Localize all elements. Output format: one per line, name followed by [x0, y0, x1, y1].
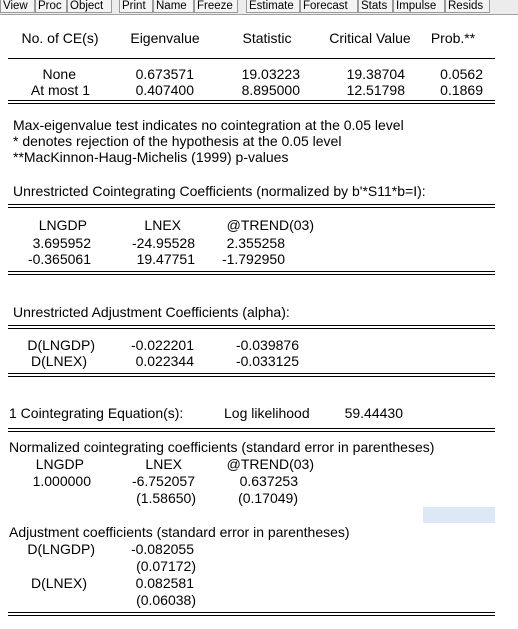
divider [8, 58, 495, 59]
resids-button[interactable]: Resids [445, 0, 490, 13]
std-error: (1.58650) [136, 490, 196, 506]
trace-critical-value: 19.38704 [346, 66, 405, 82]
divider [8, 325, 495, 326]
trace-prob: 0.0562 [440, 66, 483, 82]
header-no-of-ce: No. of CE(s) [21, 30, 99, 46]
coef-value: 1.000000 [32, 473, 91, 489]
impulse-button[interactable]: Impulse [393, 0, 445, 13]
header-critical-value: Critical Value [329, 30, 411, 46]
note-text: * denotes rejection of the hypothesis at the 0.05 level [13, 133, 342, 149]
forecast-button[interactable]: Forecast [300, 0, 358, 13]
section-title: Unrestricted Cointegrating Coefficients (normalized by b'*S11*b=I): [13, 183, 426, 199]
trace-hypothesis: At most 1 [30, 82, 90, 98]
note-text: Max-eigenvalue test indicates no cointegration at the 0.05 level [13, 117, 404, 133]
adj-value: -0.082055 [130, 541, 194, 557]
std-error: (0.07172) [136, 558, 196, 574]
trace-eigenvalue: 0.673571 [135, 66, 194, 82]
divider [8, 376, 495, 377]
column-header: LNGDP [35, 456, 84, 472]
std-error: (0.06038) [136, 592, 196, 608]
coef-value: -1.792950 [221, 251, 285, 267]
divider [8, 373, 495, 374]
adj-value: 0.022344 [135, 353, 194, 369]
coef-value: -0.365061 [27, 251, 91, 267]
divider [8, 428, 495, 429]
log-likelihood-label: Log likelihood [224, 405, 310, 421]
column-header: @TREND(03) [226, 456, 314, 472]
section-title: Normalized cointegrating coefficients (standard error in parentheses) [9, 439, 435, 455]
section-title: Unrestricted Adjustment Coefficients (alpha): [13, 304, 290, 320]
note-text: **MacKinnon-Haug-Michelis (1999) p-values [13, 149, 289, 165]
name-button[interactable]: Name [153, 0, 194, 13]
trace-statistic: 19.03223 [241, 66, 300, 82]
freeze-button[interactable]: Freeze [194, 0, 238, 13]
adj-label: D(LNEX) [30, 353, 87, 369]
stats-button[interactable]: Stats [358, 0, 393, 13]
header-prob: Prob.** [430, 30, 476, 46]
header-eigenvalue: Eigenvalue [130, 30, 200, 46]
divider [8, 615, 495, 616]
divider [8, 328, 495, 329]
coef-value: -6.752057 [131, 473, 195, 489]
log-likelihood-value: 59.44430 [344, 405, 403, 421]
column-header: LNGDP [38, 217, 87, 233]
divider [8, 103, 495, 104]
print-button[interactable]: Print [119, 0, 153, 13]
trace-statistic: 8.895000 [241, 82, 300, 98]
adj-label: D(LNGDP) [27, 337, 95, 353]
std-error: (0.17049) [238, 490, 298, 506]
divider [8, 271, 495, 272]
divider [8, 274, 495, 275]
proc-button[interactable]: Proc [35, 0, 67, 13]
trace-eigenvalue: 0.407400 [135, 82, 194, 98]
trace-hypothesis: None [42, 66, 76, 82]
adj-label: D(LNEX) [30, 575, 87, 591]
estimate-button[interactable]: Estimate [246, 0, 300, 13]
coef-value: 2.355258 [226, 235, 285, 251]
coef-value: 3.695952 [32, 235, 91, 251]
column-header: LNEX [144, 217, 181, 233]
trace-prob: 0.1869 [440, 82, 483, 98]
divider [8, 204, 495, 205]
adj-value: -0.039876 [235, 337, 299, 353]
adj-value: -0.033125 [235, 353, 299, 369]
toolbar [0, 0, 518, 15]
divider [8, 612, 495, 613]
coef-value: 0.637253 [239, 473, 298, 489]
selected-cell[interactable] [423, 507, 495, 523]
coint-eq-label: 1 Cointegrating Equation(s): [9, 405, 184, 421]
divider [8, 431, 495, 432]
adj-value: 0.082581 [135, 575, 194, 591]
adj-value: -0.022201 [130, 337, 194, 353]
object-button[interactable]: Object [67, 0, 112, 13]
coef-value: 19.47751 [136, 251, 195, 267]
view-button[interactable]: View [0, 0, 35, 13]
header-statistic: Statistic [242, 30, 292, 46]
section-title: Adjustment coefficients (standard error in parentheses) [9, 524, 350, 540]
coef-value: -24.95528 [131, 235, 195, 251]
adj-label: D(LNGDP) [27, 541, 95, 557]
trace-critical-value: 12.51798 [346, 82, 405, 98]
column-header: @TREND(03) [226, 217, 314, 233]
divider [8, 100, 495, 101]
column-header: LNEX [145, 456, 182, 472]
divider [8, 207, 495, 208]
